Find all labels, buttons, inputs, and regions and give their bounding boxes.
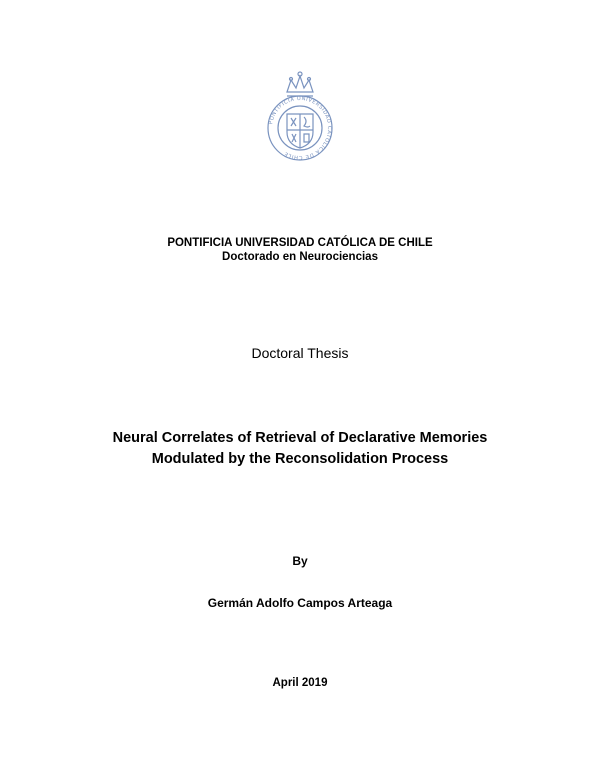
institution-block (0, 236, 600, 264)
thesis-title-line-2: Modulated by the Reconsolidation Process (151, 451, 449, 467)
university-seal-icon (265, 68, 335, 164)
author-name: Germán Adolfo Campos Arteaga (207, 596, 393, 610)
document-type: Doctoral Thesis (251, 345, 349, 361)
by-label: By (292, 554, 308, 568)
institution-name: PONTIFICIA UNIVERSIDAD CATÓLICA DE CHILE (167, 237, 433, 249)
svg-text:PONTIFICIA UNIVERSIDAD CATOLIC: PONTIFICIA UNIVERSIDAD CATOLICA DE CHILE (268, 95, 333, 161)
thesis-title-line-1: Neural Correlates of Retrieval of Declarative Memories (112, 430, 488, 446)
submission-date: April 2019 (272, 677, 328, 689)
program-name: Doctorado en Neurociencias (222, 251, 378, 263)
thesis-title (0, 428, 600, 470)
